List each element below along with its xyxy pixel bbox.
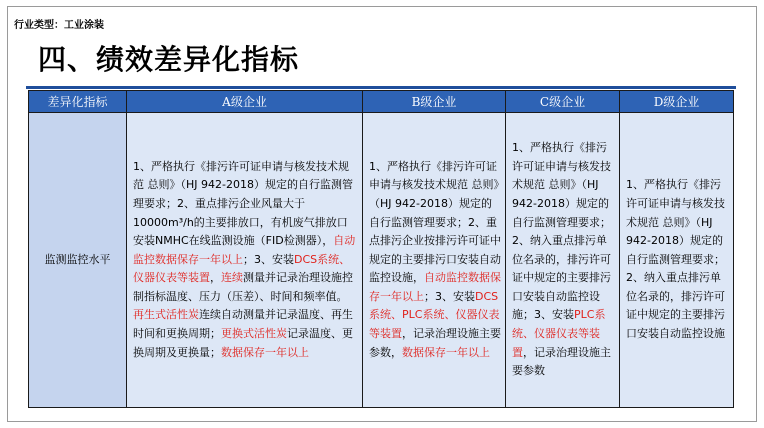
column-header-grade-d: D级企业 — [620, 91, 734, 113]
requirement-text: 记录温度、更换周期及更换量； — [133, 327, 353, 359]
highlighted-requirement-text: 再生式活性炭 — [133, 308, 199, 322]
table-header-row — [29, 91, 734, 113]
requirement-text: 1、严格执行《排污许可证申请与核发技术规范 总则》（HJ 942-2018）规定的自行监测管理要求；2、重点排污企业风量大于10000m³/h的主要排放口，有机废气排放口安装NMHC在线监测设施（FID检测器）， — [133, 159, 353, 248]
highlighted-requirement-text: DCS系统、仪器仪表等装置 — [133, 252, 351, 285]
industry-type-label: 行业类型：工业涂装 — [14, 20, 104, 31]
highlighted-requirement-text: 自动监控数据保存一年以上 — [369, 271, 501, 303]
requirement-text: 测量并记录治理设施控制指标温度、压力（压差）、时间和频率值。 — [133, 271, 353, 303]
highlighted-requirement-text: 数据保存一年以上 — [221, 345, 309, 359]
column-header-indicator: 差异化指标 — [29, 91, 127, 113]
highlighted-requirement-text: 自动监控数据保存一年以上 — [133, 234, 356, 266]
requirement-text: ；3、安装 — [424, 289, 475, 303]
requirement-text: ，记录治理设施主要参数 — [512, 345, 611, 378]
requirement-text: ；3、安装 — [243, 252, 294, 266]
highlighted-requirement-text: DCS系统、PLC系统、仪器仪表等装置 — [369, 289, 500, 341]
requirement-text: ， — [210, 271, 221, 285]
requirement-text: 连续自动测量并记录温度、再生时间和更换周期； — [133, 308, 353, 341]
title-divider — [26, 86, 736, 89]
column-header-grade-c: C级企业 — [506, 91, 620, 113]
highlighted-requirement-text: 连续 — [221, 271, 243, 285]
requirement-text: 1、严格执行《排污许可证申请与核发技术规范 总则》（HJ 942-2018）规定的自行监测管理要求；2、纳入重点排污单位名录的，排污许可证中规定的主要排污口安装自动监控设施；3、安装 — [512, 141, 611, 322]
column-header-grade-b: B级企业 — [363, 91, 506, 113]
performance-indicator-table — [28, 90, 734, 408]
cell-grade-a — [127, 113, 363, 408]
cell-grade-c — [506, 113, 620, 408]
cell-grade-b — [363, 113, 506, 408]
row-label-monitoring-level: 监测监控水平 — [29, 113, 127, 408]
highlighted-requirement-text: 数据保存一年以上 — [402, 345, 490, 359]
table-row — [29, 113, 734, 408]
requirement-text: 1、严格执行《排污许可证申请与核发技术规范 总则》（HJ 942-2018）规定的自行监测管理要求；2、重点排污企业按排污许可证中规定的主要排污口安装自动监控设施， — [369, 159, 501, 285]
cell-grade-d — [620, 113, 734, 408]
highlighted-requirement-text: 更换式活性炭 — [221, 327, 287, 341]
requirement-text: 1、严格执行《排污许可证申请与核发技术规范 总则》（HJ 942-2018）规定的自行监测管理要求；2、纳入重点排污单位名录的，排污许可证中规定的主要排污口安装自动监控设施 — [626, 178, 725, 341]
page-title: 四、绩效差异化指标 — [38, 43, 300, 76]
highlighted-requirement-text: PLC系统、仪器仪表等装置 — [512, 308, 606, 359]
column-header-grade-a: A级企业 — [127, 91, 363, 113]
requirement-text: ，记录治理设施主要参数， — [369, 327, 501, 359]
